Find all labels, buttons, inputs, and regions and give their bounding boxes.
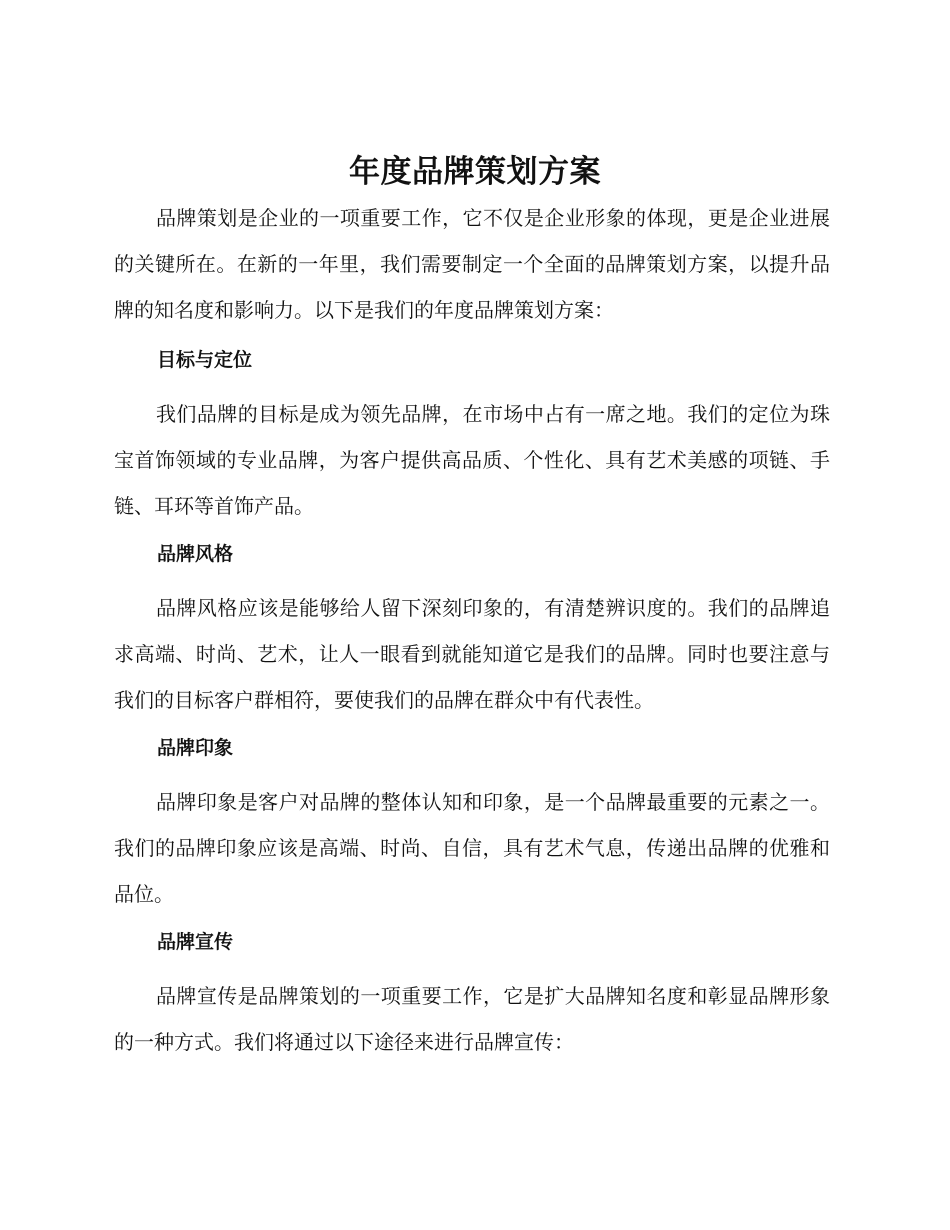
section-body-brand-impression: 品牌印象是客户对品牌的整体认知和印象，是一个品牌最重要的元素之一。我们的品牌印象应该是高端、时尚、自信，具有艺术气息，传递出品牌的优雅和品位。: [114, 790, 830, 906]
intro-paragraph: 品牌策划是企业的一项重要工作，它不仅是企业形象的体现，更是企业进展的关键所在。在新的一年里，我们需要制定一个全面的品牌策划方案，以提升品牌的知名度和影响力。以下是我们的年度品牌策划方案：: [114, 206, 830, 322]
section-heading-brand-promotion: 品牌宣传: [157, 931, 234, 953]
section-body-goal-positioning: 我们品牌的目标是成为领先品牌，在市场中占有一席之地。我们的定位为珠宝首饰领域的专业品牌，为客户提供高品质、个性化、具有艺术美感的项链、手链、耳环等首饰产品。: [114, 402, 830, 518]
section-heading-brand-impression: 品牌印象: [157, 737, 234, 759]
section-body-brand-promotion: 品牌宣传是品牌策划的一项重要工作，它是扩大品牌知名度和彰显品牌形象的一种方式。我们将通过以下途径来进行品牌宣传：: [114, 984, 830, 1054]
document-title: 年度品牌策划方案: [349, 154, 601, 190]
section-body-brand-style: 品牌风格应该是能够给人留下深刻印象的，有清楚辨识度的。我们的品牌追求高端、时尚、艺术，让人一眼看到就能知道它是我们的品牌。同时也要注意与我们的目标客户群相符，要使我们的品牌在群众中有代表性。: [114, 596, 830, 712]
section-heading-brand-style: 品牌风格: [157, 543, 234, 565]
section-heading-goal-positioning: 目标与定位: [157, 349, 253, 371]
